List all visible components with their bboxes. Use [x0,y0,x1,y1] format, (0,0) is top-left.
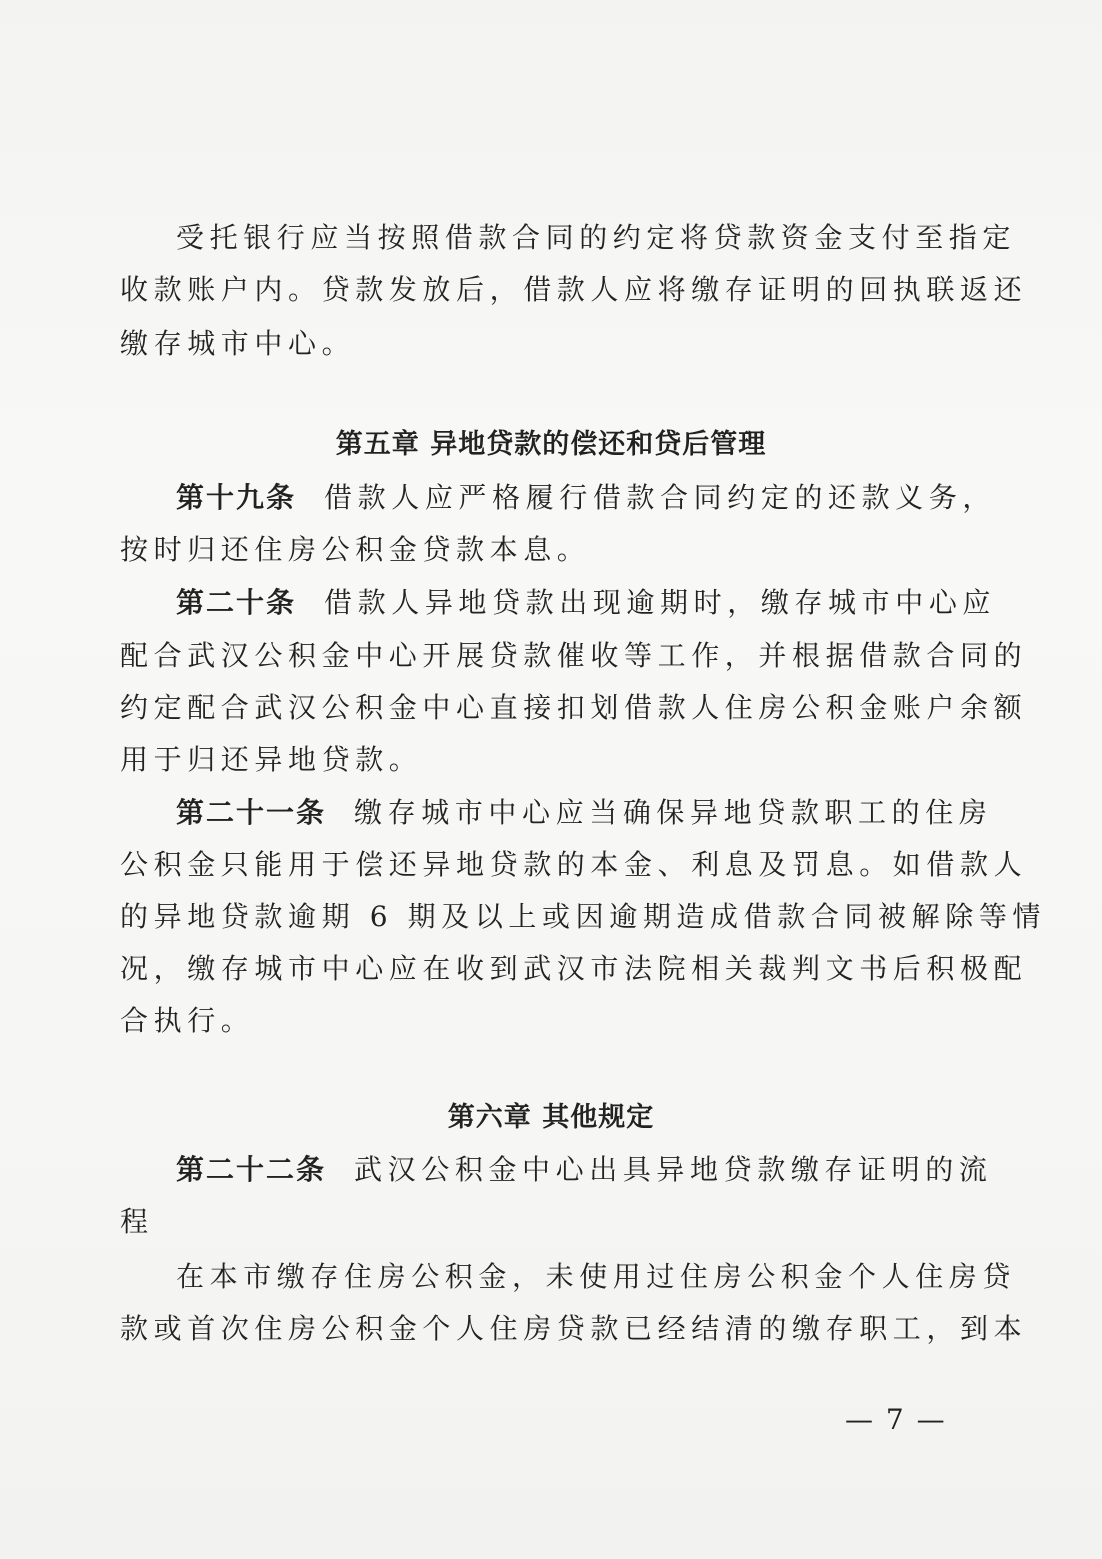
article-line: 按时归还住房公积金贷款本息。 [120,533,591,566]
paragraph-line: 缴存城市中心。 [120,327,356,360]
article-label: 第二十条 [176,586,297,619]
article-line: 用于归还异地贷款。 [120,743,423,776]
article-line: 的异地贷款逾期 6 期及以上或因逾期造成借款合同被解除等情 [120,900,1047,933]
article-label: 第二十二条 [176,1153,327,1186]
article-text: 缴存城市中心应当确保异地贷款职工的住房 [354,796,993,829]
chapter-heading: 第六章 其他规定 [447,1102,655,1133]
article-label: 第二十一条 [176,796,327,829]
article-first-line [120,1150,993,1190]
article-line: 约定配合武汉公积金中心直接扣划借款人住房公积金账户余额 [120,691,1028,724]
article-line: 程 [120,1205,154,1238]
article-line: 合执行。 [120,1004,255,1037]
paragraph-line: 收款账户内。贷款发放后，借款人应将缴存证明的回执联返还 [120,273,1028,306]
paragraph-line: 受托银行应当按照借款合同的约定将贷款资金支付至指定 [176,221,1017,254]
article-first-line [120,793,993,833]
article-label: 第十九条 [176,481,297,514]
page-number: — 7 — [845,1403,947,1436]
article-text: 借款人异地贷款出现逾期时，缴存城市中心应 [324,586,997,619]
article-line: 公积金只能用于偿还异地贷款的本金、利息及罚息。如借款人 [120,848,1028,881]
article-first-line [120,583,997,623]
paragraph-line: 在本市缴存住房公积金，未使用过住房公积金个人住房贷 [176,1260,1017,1293]
article-line: 况，缴存城市中心应在收到武汉市法院相关裁判文书后积极配 [120,952,1028,985]
paragraph-line: 款或首次住房公积金个人住房贷款已经结清的缴存职工，到本 [120,1312,1028,1345]
article-line: 配合武汉公积金中心开展贷款催收等工作，并根据借款合同的 [120,639,1028,672]
article-first-line [120,478,997,518]
article-text: 借款人应严格履行借款合同约定的还款义务， [324,481,997,514]
article-text: 武汉公积金中心出具异地贷款缴存证明的流 [354,1153,993,1186]
chapter-heading: 第五章 异地贷款的偿还和贷后管理 [335,429,767,460]
